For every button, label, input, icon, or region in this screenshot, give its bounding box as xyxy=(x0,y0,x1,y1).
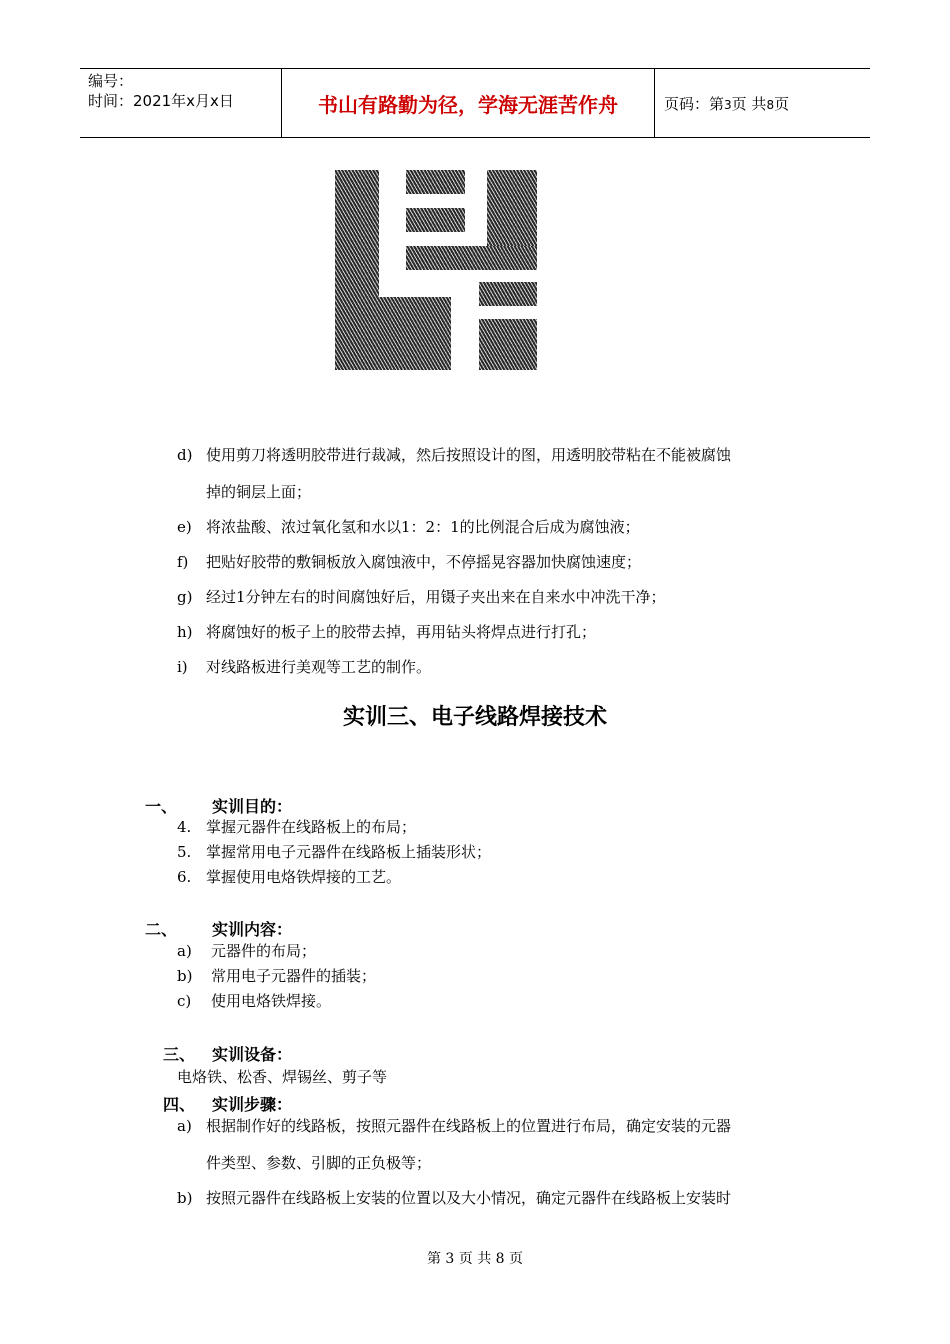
section-heading xyxy=(163,1092,293,1115)
section-number: 三、 xyxy=(163,1045,196,1064)
list-label: i) xyxy=(177,658,188,676)
page-total: 8 xyxy=(766,98,775,112)
list-label: 4. xyxy=(177,818,192,836)
pattern-block xyxy=(406,208,465,232)
pattern-block xyxy=(479,282,537,306)
list-label: c) xyxy=(177,992,192,1010)
list-label: b) xyxy=(177,1189,193,1207)
section-heading-text: 实训设备： xyxy=(212,1045,293,1064)
list-text: 对线路板进行美观等工艺的制作。 xyxy=(206,658,432,676)
list-text: 将腐蚀好的板子上的胶带去掉，再用钻头将焊点进行打孔； xyxy=(206,623,597,641)
section-number: 一、 xyxy=(145,797,178,816)
list-text: 掌握使用电烙铁焊接的工艺。 xyxy=(206,868,402,886)
section-number: 二、 xyxy=(145,920,178,939)
pattern-block xyxy=(479,319,537,370)
list-text: 使用剪刀将透明胶带进行裁减，然后按照设计的图，用透明胶带粘在不能被腐蚀 xyxy=(206,446,732,464)
list-label: g) xyxy=(177,588,193,606)
page-prefix: 页码：第 xyxy=(664,95,725,113)
section-title: 实训三、电子线路焊接技术 xyxy=(342,705,607,730)
page-footer: 第 3 页 共 8 页 xyxy=(426,1251,524,1267)
list-label: f) xyxy=(177,553,189,571)
paragraph: 电烙铁、松香、焊锡丝、剪子等 xyxy=(177,1068,388,1086)
list-text: 件类型、参数、引脚的正负极等； xyxy=(206,1154,432,1172)
list-label: 5. xyxy=(177,843,192,861)
list-label: h) xyxy=(177,623,193,641)
section-heading-text: 实训步骤： xyxy=(212,1095,293,1114)
list-text: 经过1分钟左右的时间腐蚀好后，用镊子夹出来在自来水中冲洗干净； xyxy=(206,588,666,606)
header-meta xyxy=(88,71,234,111)
section-heading xyxy=(163,1042,293,1065)
list-label: b) xyxy=(177,967,193,985)
header-motto: 书山有路勤为径，学海无涯苦作舟 xyxy=(318,92,618,117)
header-page-info xyxy=(664,93,789,114)
list-label: d) xyxy=(177,446,193,464)
section-number: 四、 xyxy=(163,1095,196,1114)
doc-time-label: 时间：2021年x月x日 xyxy=(88,92,234,110)
list-text: 按照元器件在线路板上安装的位置以及大小情况，确定元器件在线路板上安装时 xyxy=(206,1189,732,1207)
list-label: a) xyxy=(177,942,192,960)
page-number: 3 xyxy=(724,98,732,112)
page-mid: 页 共 xyxy=(731,95,767,113)
header-divider xyxy=(654,69,655,137)
list-text: 把贴好胶带的敷铜板放入腐蚀液中，不停摇晃容器加快腐蚀速度； xyxy=(206,553,642,571)
list-text: 将浓盐酸、浓过氧化氢和水以1：2：1的比例混合后成为腐蚀液； xyxy=(206,518,640,536)
page-header xyxy=(80,68,870,138)
section-heading-text: 实训目的： xyxy=(212,797,293,816)
list-label: 6. xyxy=(177,868,192,886)
pattern-block xyxy=(335,297,451,370)
list-text: 掌握元器件在线路板上的布局； xyxy=(206,818,417,836)
section-heading xyxy=(145,794,293,817)
list-text: 根据制作好的线路板，按照元器件在线路板上的位置进行布局，确定安装的元器 xyxy=(206,1117,732,1135)
list-text: 元器件的布局； xyxy=(211,942,317,960)
section-heading xyxy=(145,917,293,940)
list-text: 使用电烙铁焊接。 xyxy=(211,992,332,1010)
list-label: a) xyxy=(177,1117,192,1135)
pattern-block xyxy=(406,170,465,194)
pattern-block xyxy=(406,246,537,270)
list-text: 掉的铜层上面； xyxy=(206,483,312,501)
doc-number-label: 编号： xyxy=(88,72,134,90)
list-text: 掌握常用电子元器件在线路板上插装形状； xyxy=(206,843,492,861)
list-text: 常用电子元器件的插装； xyxy=(211,967,377,985)
page-suffix: 页 xyxy=(774,95,790,113)
section-heading-text: 实训内容： xyxy=(212,920,293,939)
list-label: e) xyxy=(177,518,192,536)
